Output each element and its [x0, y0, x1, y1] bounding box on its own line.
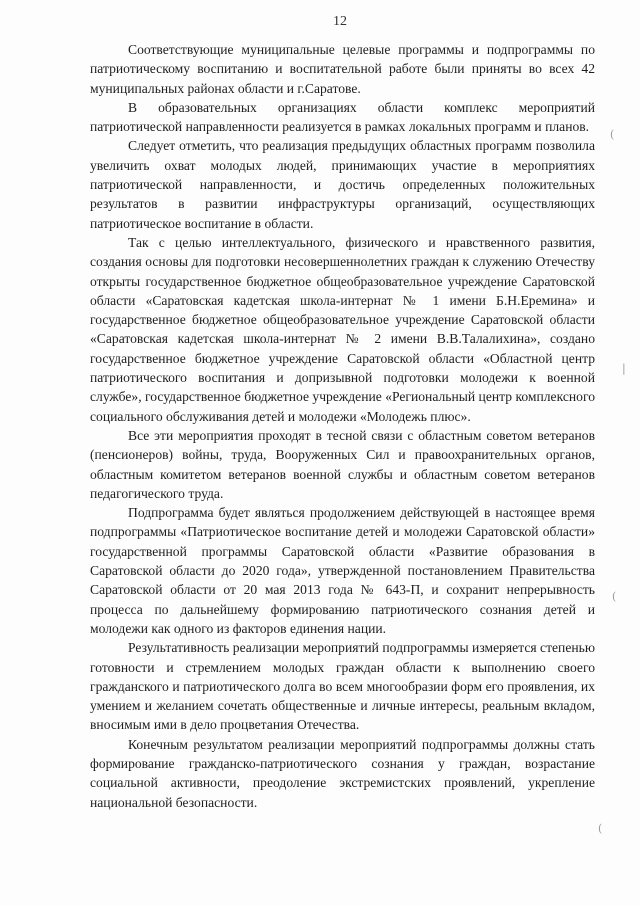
- paragraph-cadet-schools: Так с целью интеллектуального, физического и нравственного развития, создания основы для подготовки несовершеннолетних граждан к служению Отечеству открыты государственное бюджетное общеобразовательное учреждение Саратовской области «Саратовская кадетская школа-интернат № 1 имени Б.Н.Еремина» и государственное бюджетное общеобразовательное учреждение Саратовской области «Саратовская кадетская школа-интернат № 2 имени В.В.Талалихина», создано государственное бюджетное учреждение Саратовской области «Областной центр патриотического воспитания и допризывной подготовки молодежи к военной службе», государственное бюджетное учреждение «Региональный центр комплексного социального обслуживания детей и молодежи «Молодежь плюс».: [90, 234, 595, 424]
- paragraph-veterans-councils: Все эти мероприятия проходят в тесной связи с областным советом ветеранов (пенсионеров) войны, труда, Вооруженных Сил и правоохранительных органов, областным комитетом ветеранов военной службы и областным советом ветеранов педагогического труда.: [90, 427, 595, 501]
- paragraph-municipal-programs: Соответствующие муниципальные целевые программы и подпрограммы по патриотическому воспитанию и воспитательной работе были приняты во всех 42 муниципальных районах области и г.Саратове.: [90, 42, 595, 96]
- paragraph-previous-programs: Следует отметить, что реализация предыдущих областных программ позволила увеличить охват молодых людей, принимающих участие в мероприятиях патриотической направленности, и достичь определенных положительных результатов в развитии инфраструктуры организаций, осуществляющих патриотическое воспитание в области.: [90, 138, 595, 231]
- document-body: [90, 40, 595, 812]
- paragraph-educational-organizations: В образовательных организациях области комплекс мероприятий патриотической направленности реализуется в рамках локальных программ и планов.: [90, 99, 595, 135]
- scan-margin-mark: (: [612, 590, 617, 603]
- paragraph-subprogram-continuation: Подпрограмма будет являться продолжением действующей в настоящее время подпрограммы «Патриотическое воспитание детей и молодежи Саратовской области» государственной программы Саратовской области «Развитие образования в Саратовской области до 2020 года», утвержденной постановлением Правительства Саратовской области от 20 мая 2013 года № 643-П, и сохранит непрерывность процесса по дальнейшему формированию патриотического сознания детей и молодежи как одного из факторов единения нации.: [90, 505, 595, 636]
- paragraph-final-result: Конечным результатом реализации мероприятий подпрограммы должны стать формирование гражданско-патриотического сознания у граждан, возрастание социальной активности, преодоление экстремистских проявлений, укрепление национальной безопасности.: [90, 736, 595, 810]
- paragraph-effectiveness: Результативность реализации мероприятий подпрограммы измеряется степенью готовности и стремлением молодых граждан области к выполнению своего гражданского и патриотического долга во всем многообразии форм его проявления, их умением и желанием сочетать общественные и личные интересы, реальным вкладом, вносимым ими в дело процветания Отечества.: [90, 640, 595, 733]
- scan-margin-mark: (: [598, 822, 603, 835]
- scan-margin-mark: (: [610, 128, 615, 141]
- scan-margin-mark: |: [622, 362, 626, 375]
- page-number: 12: [333, 14, 347, 29]
